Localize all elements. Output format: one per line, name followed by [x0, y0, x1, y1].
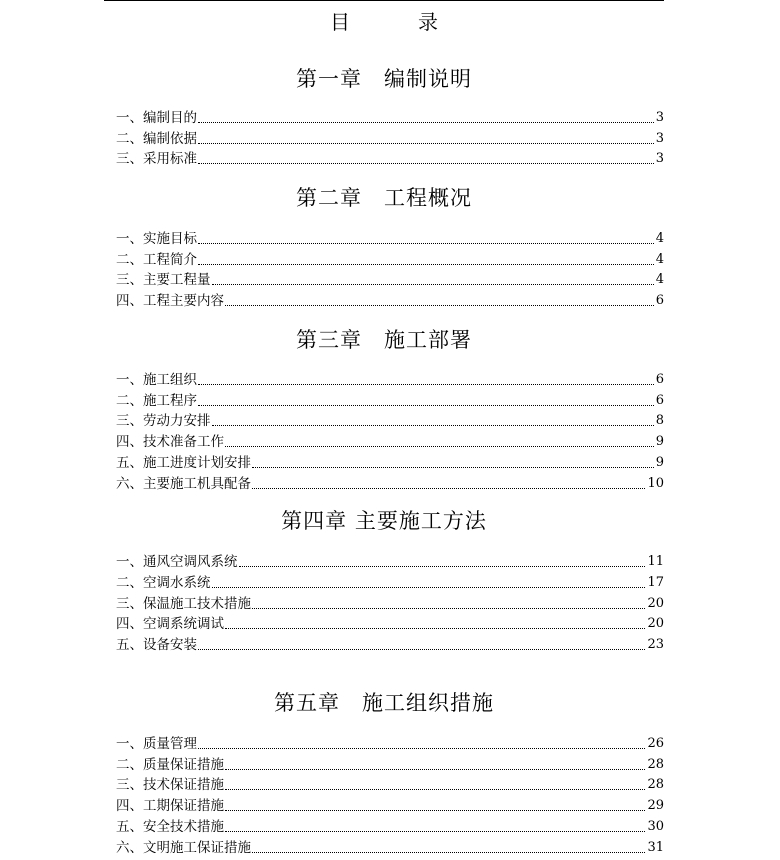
leader-dots [225, 446, 654, 447]
toc-title: 目 录 [330, 10, 462, 34]
toc-entry-label: 二、施工程序 [116, 393, 197, 409]
toc-entry-page: 6 [655, 372, 664, 387]
toc-entry-page: 4 [655, 252, 664, 267]
leader-dots [252, 852, 645, 853]
leader-dots [239, 566, 646, 567]
toc-entry[interactable] [116, 571, 664, 591]
toc-entry-page: 11 [647, 554, 664, 569]
leader-dots [198, 143, 654, 144]
toc-entry-page: 28 [647, 777, 664, 792]
toc-entry-page: 29 [647, 798, 664, 813]
toc-entry-label: 二、工程简介 [116, 252, 197, 268]
toc-entry[interactable] [116, 147, 664, 167]
chapter-heading: 第三章 施工部署 [296, 328, 472, 352]
toc-entry-page: 6 [655, 393, 664, 408]
leader-dots [225, 305, 654, 306]
leader-dots [225, 831, 645, 832]
leader-dots [198, 264, 654, 265]
toc-entry-label: 二、编制依据 [116, 131, 197, 147]
toc-entry-label: 六、文明施工保证措施 [116, 840, 251, 856]
leader-dots [198, 122, 654, 123]
toc-entry-label: 三、保温施工技术措施 [116, 596, 251, 612]
toc-entry-page: 20 [647, 596, 664, 611]
toc-entry-label: 一、质量管理 [116, 736, 197, 752]
toc-entry-label: 五、安全技术措施 [116, 819, 224, 835]
toc-entry-label: 四、技术准备工作 [116, 434, 224, 450]
toc-entry-label: 四、工程主要内容 [116, 293, 224, 309]
toc-entry[interactable] [116, 472, 664, 492]
toc-entry[interactable] [116, 451, 664, 471]
leader-dots [198, 649, 645, 650]
toc-entry-page: 3 [655, 151, 664, 166]
toc-entry-label: 三、劳动力安排 [116, 413, 211, 429]
toc-entry[interactable] [116, 289, 664, 309]
toc-entry[interactable] [116, 836, 664, 856]
leader-dots [225, 769, 645, 770]
top-rule [104, 0, 664, 1]
toc-entry-page: 4 [655, 231, 664, 246]
toc-entry[interactable] [116, 773, 664, 793]
toc-entry-label: 一、施工组织 [116, 372, 197, 388]
leader-dots [225, 628, 645, 629]
toc-entry-label: 五、施工进度计划安排 [116, 455, 251, 471]
leader-dots [252, 488, 645, 489]
chapter-heading: 第二章 工程概况 [296, 186, 472, 210]
toc-entry-label: 一、编制目的 [116, 110, 197, 126]
leader-dots [212, 587, 646, 588]
leader-dots [212, 425, 654, 426]
leader-dots [252, 608, 645, 609]
toc-entry-page: 20 [647, 616, 664, 631]
toc-entry-label: 二、空调水系统 [116, 575, 211, 591]
chapter-heading: 第五章 施工组织措施 [274, 691, 494, 715]
toc-entry[interactable] [116, 430, 664, 450]
toc-entry[interactable] [116, 753, 664, 773]
leader-dots [198, 384, 654, 385]
toc-entry-label: 六、主要施工机具配备 [116, 476, 251, 492]
toc-entry-page: 28 [647, 757, 664, 772]
leader-dots [212, 284, 654, 285]
toc-entry[interactable] [116, 268, 664, 288]
toc-entry-label: 一、通风空调风系统 [116, 554, 238, 570]
toc-entry-page: 9 [655, 455, 664, 470]
toc-entry-page: 10 [647, 476, 664, 491]
leader-dots [198, 163, 654, 164]
toc-entry[interactable] [116, 592, 664, 612]
toc-entry-label: 三、主要工程量 [116, 272, 211, 288]
toc-entry-page: 8 [655, 413, 664, 428]
leader-dots [252, 467, 654, 468]
leader-dots [225, 789, 645, 790]
toc-entry-page: 17 [647, 575, 664, 590]
toc-entry-label: 四、空调系统调试 [116, 616, 224, 632]
toc-entry-page: 6 [655, 293, 664, 308]
toc-entry-page: 3 [655, 110, 664, 125]
toc-entry[interactable] [116, 127, 664, 147]
toc-entry[interactable] [116, 368, 664, 388]
toc-entry-page: 4 [655, 272, 664, 287]
toc-entry-label: 二、质量保证措施 [116, 757, 224, 773]
toc-entry-page: 9 [655, 434, 664, 449]
toc-page [104, 0, 664, 860]
toc-entry-page: 23 [647, 637, 664, 652]
chapter-heading: 第一章 编制说明 [296, 67, 472, 91]
toc-entry[interactable] [116, 550, 664, 570]
toc-entry[interactable] [116, 794, 664, 814]
toc-entry-page: 30 [647, 819, 664, 834]
toc-entry-label: 三、采用标准 [116, 151, 197, 167]
toc-entry-label: 三、技术保证措施 [116, 777, 224, 793]
toc-entry[interactable] [116, 389, 664, 409]
leader-dots [198, 405, 654, 406]
toc-entry[interactable] [116, 732, 664, 752]
toc-entry[interactable] [116, 612, 664, 632]
toc-entry-page: 3 [655, 131, 664, 146]
toc-entry-label: 五、设备安装 [116, 637, 197, 653]
toc-entry-page: 26 [647, 736, 664, 751]
leader-dots [198, 243, 654, 244]
toc-entry-label: 一、实施目标 [116, 231, 197, 247]
toc-entry-page: 31 [647, 840, 664, 855]
toc-entry[interactable] [116, 248, 664, 268]
toc-entry[interactable] [116, 227, 664, 247]
leader-dots [225, 810, 645, 811]
toc-entry[interactable] [116, 106, 664, 126]
leader-dots [198, 748, 645, 749]
chapter-heading: 第四章 主要施工方法 [281, 509, 487, 533]
toc-entry-label: 四、工期保证措施 [116, 798, 224, 814]
toc-entry[interactable] [116, 815, 664, 835]
toc-entry[interactable] [116, 409, 664, 429]
toc-entry[interactable] [116, 633, 664, 653]
